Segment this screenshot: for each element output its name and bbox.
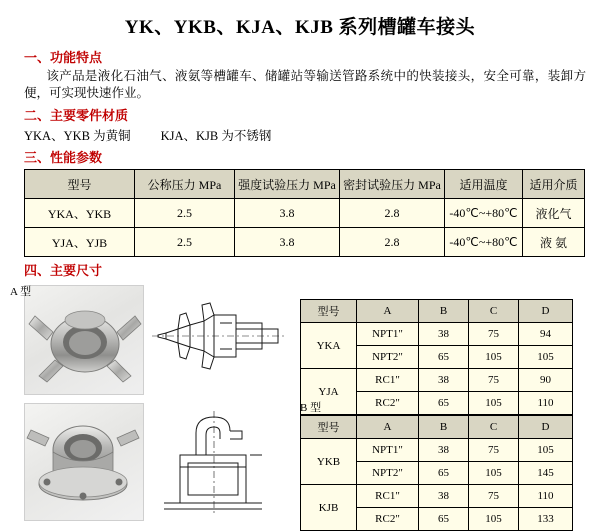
table-row — [301, 485, 573, 508]
perf-r1-c4: -40℃~+80℃ — [445, 228, 523, 257]
dim-b-r1-c3: 145 — [519, 462, 573, 485]
table-a-label: A 型 — [10, 286, 32, 298]
coupling-drawing-a — [150, 285, 290, 395]
perf-col-4: 适用温度 — [445, 170, 523, 199]
dim-a-r1-c0: NPT2" — [357, 346, 419, 369]
dim-a-r2-c0: RC1" — [357, 369, 419, 392]
perf-r0-c5: 液化气 — [523, 199, 585, 228]
dim-b-r1-c2: 105 — [469, 462, 519, 485]
perf-r1-c2: 3.8 — [235, 228, 340, 257]
table-row — [301, 323, 573, 346]
dim-b-r0-c3: 105 — [519, 439, 573, 462]
perf-r0-c1: 2.5 — [135, 199, 235, 228]
dim-a-r3-c1: 65 — [419, 392, 469, 415]
dim-b-r3-c3: 133 — [519, 508, 573, 531]
section-heading-materials: 二、主要零件材质 — [24, 108, 129, 123]
dim-a-col-2: B — [419, 300, 469, 323]
dim-b-r0-c0: NPT1" — [357, 439, 419, 462]
perf-r1-c5: 液 氨 — [523, 228, 585, 257]
page-title: YK、YKB、KJA、KJB 系列槽罐车接头 — [124, 17, 476, 38]
perf-col-3: 密封试验压力 MPa — [340, 170, 445, 199]
table-header-row — [301, 416, 573, 439]
table-row — [301, 369, 573, 392]
coupling-drawing-b — [150, 403, 290, 521]
dim-b-r2-c2: 75 — [469, 485, 519, 508]
table-header-row — [25, 170, 585, 199]
dim-b-r3-c1: 65 — [419, 508, 469, 531]
dim-b-r2-c1: 38 — [419, 485, 469, 508]
perf-r0-c0: YKA、YKB — [25, 199, 135, 228]
dim-a-r3-c0: RC2" — [357, 392, 419, 415]
dim-a-r2-c3: 90 — [519, 369, 573, 392]
dim-a-r1-c2: 105 — [469, 346, 519, 369]
table-header-row — [301, 300, 573, 323]
perf-r1-c3: 2.8 — [340, 228, 445, 257]
table-row — [25, 228, 585, 257]
dim-a-r1-c1: 65 — [419, 346, 469, 369]
dimensions-section — [10, 283, 590, 529]
dim-a-r1-c3: 105 — [519, 346, 573, 369]
dim-b-col-2: B — [419, 416, 469, 439]
dim-b-col-4: D — [519, 416, 573, 439]
materials-line — [24, 126, 590, 144]
dim-b-r1-c1: 65 — [419, 462, 469, 485]
dim-b-r0-c1: 38 — [419, 439, 469, 462]
perf-col-5: 适用介质 — [523, 170, 585, 199]
dim-a-r2-c2: 75 — [469, 369, 519, 392]
perf-col-1: 公称压力 MPa — [135, 170, 235, 199]
dim-b-r2-c0: RC1" — [357, 485, 419, 508]
coupling-photo-a-graphic — [25, 286, 143, 394]
performance-table — [24, 169, 585, 257]
section-heading-performance: 三、性能参数 — [24, 150, 103, 165]
dim-b-r2-c3: 110 — [519, 485, 573, 508]
perf-r1-c0: YJA、YJB — [25, 228, 135, 257]
dim-a-r2-c1: 38 — [419, 369, 469, 392]
dim-b-r3-c2: 105 — [469, 508, 519, 531]
perf-col-2: 强度试验压力 MPa — [235, 170, 340, 199]
dim-b-col-1: A — [357, 416, 419, 439]
perf-r0-c2: 3.8 — [235, 199, 340, 228]
table-row — [301, 439, 573, 462]
dim-a-r3-c3: 110 — [519, 392, 573, 415]
perf-col-0: 型号 — [25, 170, 135, 199]
table-row — [25, 199, 585, 228]
section-heading-features: 一、功能特点 — [24, 50, 103, 65]
coupling-photo-b — [24, 403, 144, 521]
dim-a-r0-c3: 94 — [519, 323, 573, 346]
dim-b-r3-c0: RC2" — [357, 508, 419, 531]
dim-a-col-1: A — [357, 300, 419, 323]
dim-a-col-0: 型号 — [301, 300, 357, 323]
dimension-table-a — [300, 299, 573, 415]
perf-r1-c1: 2.5 — [135, 228, 235, 257]
coupling-photo-b-graphic — [25, 404, 143, 520]
table-b-label: B 型 — [300, 402, 322, 414]
coupling-drawing-a-graphic — [150, 285, 288, 393]
features-text — [24, 68, 586, 102]
dimension-table-b — [300, 415, 573, 531]
section-heading-dimensions: 四、主要尺寸 — [24, 263, 103, 278]
perf-r0-c4: -40℃~+80℃ — [445, 199, 523, 228]
materials-left: YKA、YKB 为黄铜 — [24, 129, 131, 143]
dim-a-col-3: C — [469, 300, 519, 323]
dim-a-r3-c2: 105 — [469, 392, 519, 415]
dim-b-model-1: KJB — [301, 485, 357, 531]
dim-a-r0-c0: NPT1" — [357, 323, 419, 346]
dim-b-model-0: YKB — [301, 439, 357, 485]
features-text-content: 该产品是液化石油气、液氨等槽罐车、储罐站等输送管路系统中的快装接头，安全可靠，装卸方便，可实现快速作业。 — [24, 69, 586, 100]
coupling-drawing-b-graphic — [150, 403, 288, 519]
perf-r0-c3: 2.8 — [340, 199, 445, 228]
dim-b-r1-c0: NPT2" — [357, 462, 419, 485]
dim-a-r0-c2: 75 — [469, 323, 519, 346]
dim-a-col-4: D — [519, 300, 573, 323]
dim-a-r0-c1: 38 — [419, 323, 469, 346]
dim-a-model-1: YJA — [301, 369, 357, 415]
dim-b-col-0: 型号 — [301, 416, 357, 439]
dim-b-r0-c2: 75 — [469, 439, 519, 462]
materials-right: KJA、KJB 为不锈钢 — [160, 129, 272, 143]
dim-b-col-3: C — [469, 416, 519, 439]
coupling-photo-a — [24, 285, 144, 395]
dim-a-model-0: YKA — [301, 323, 357, 369]
